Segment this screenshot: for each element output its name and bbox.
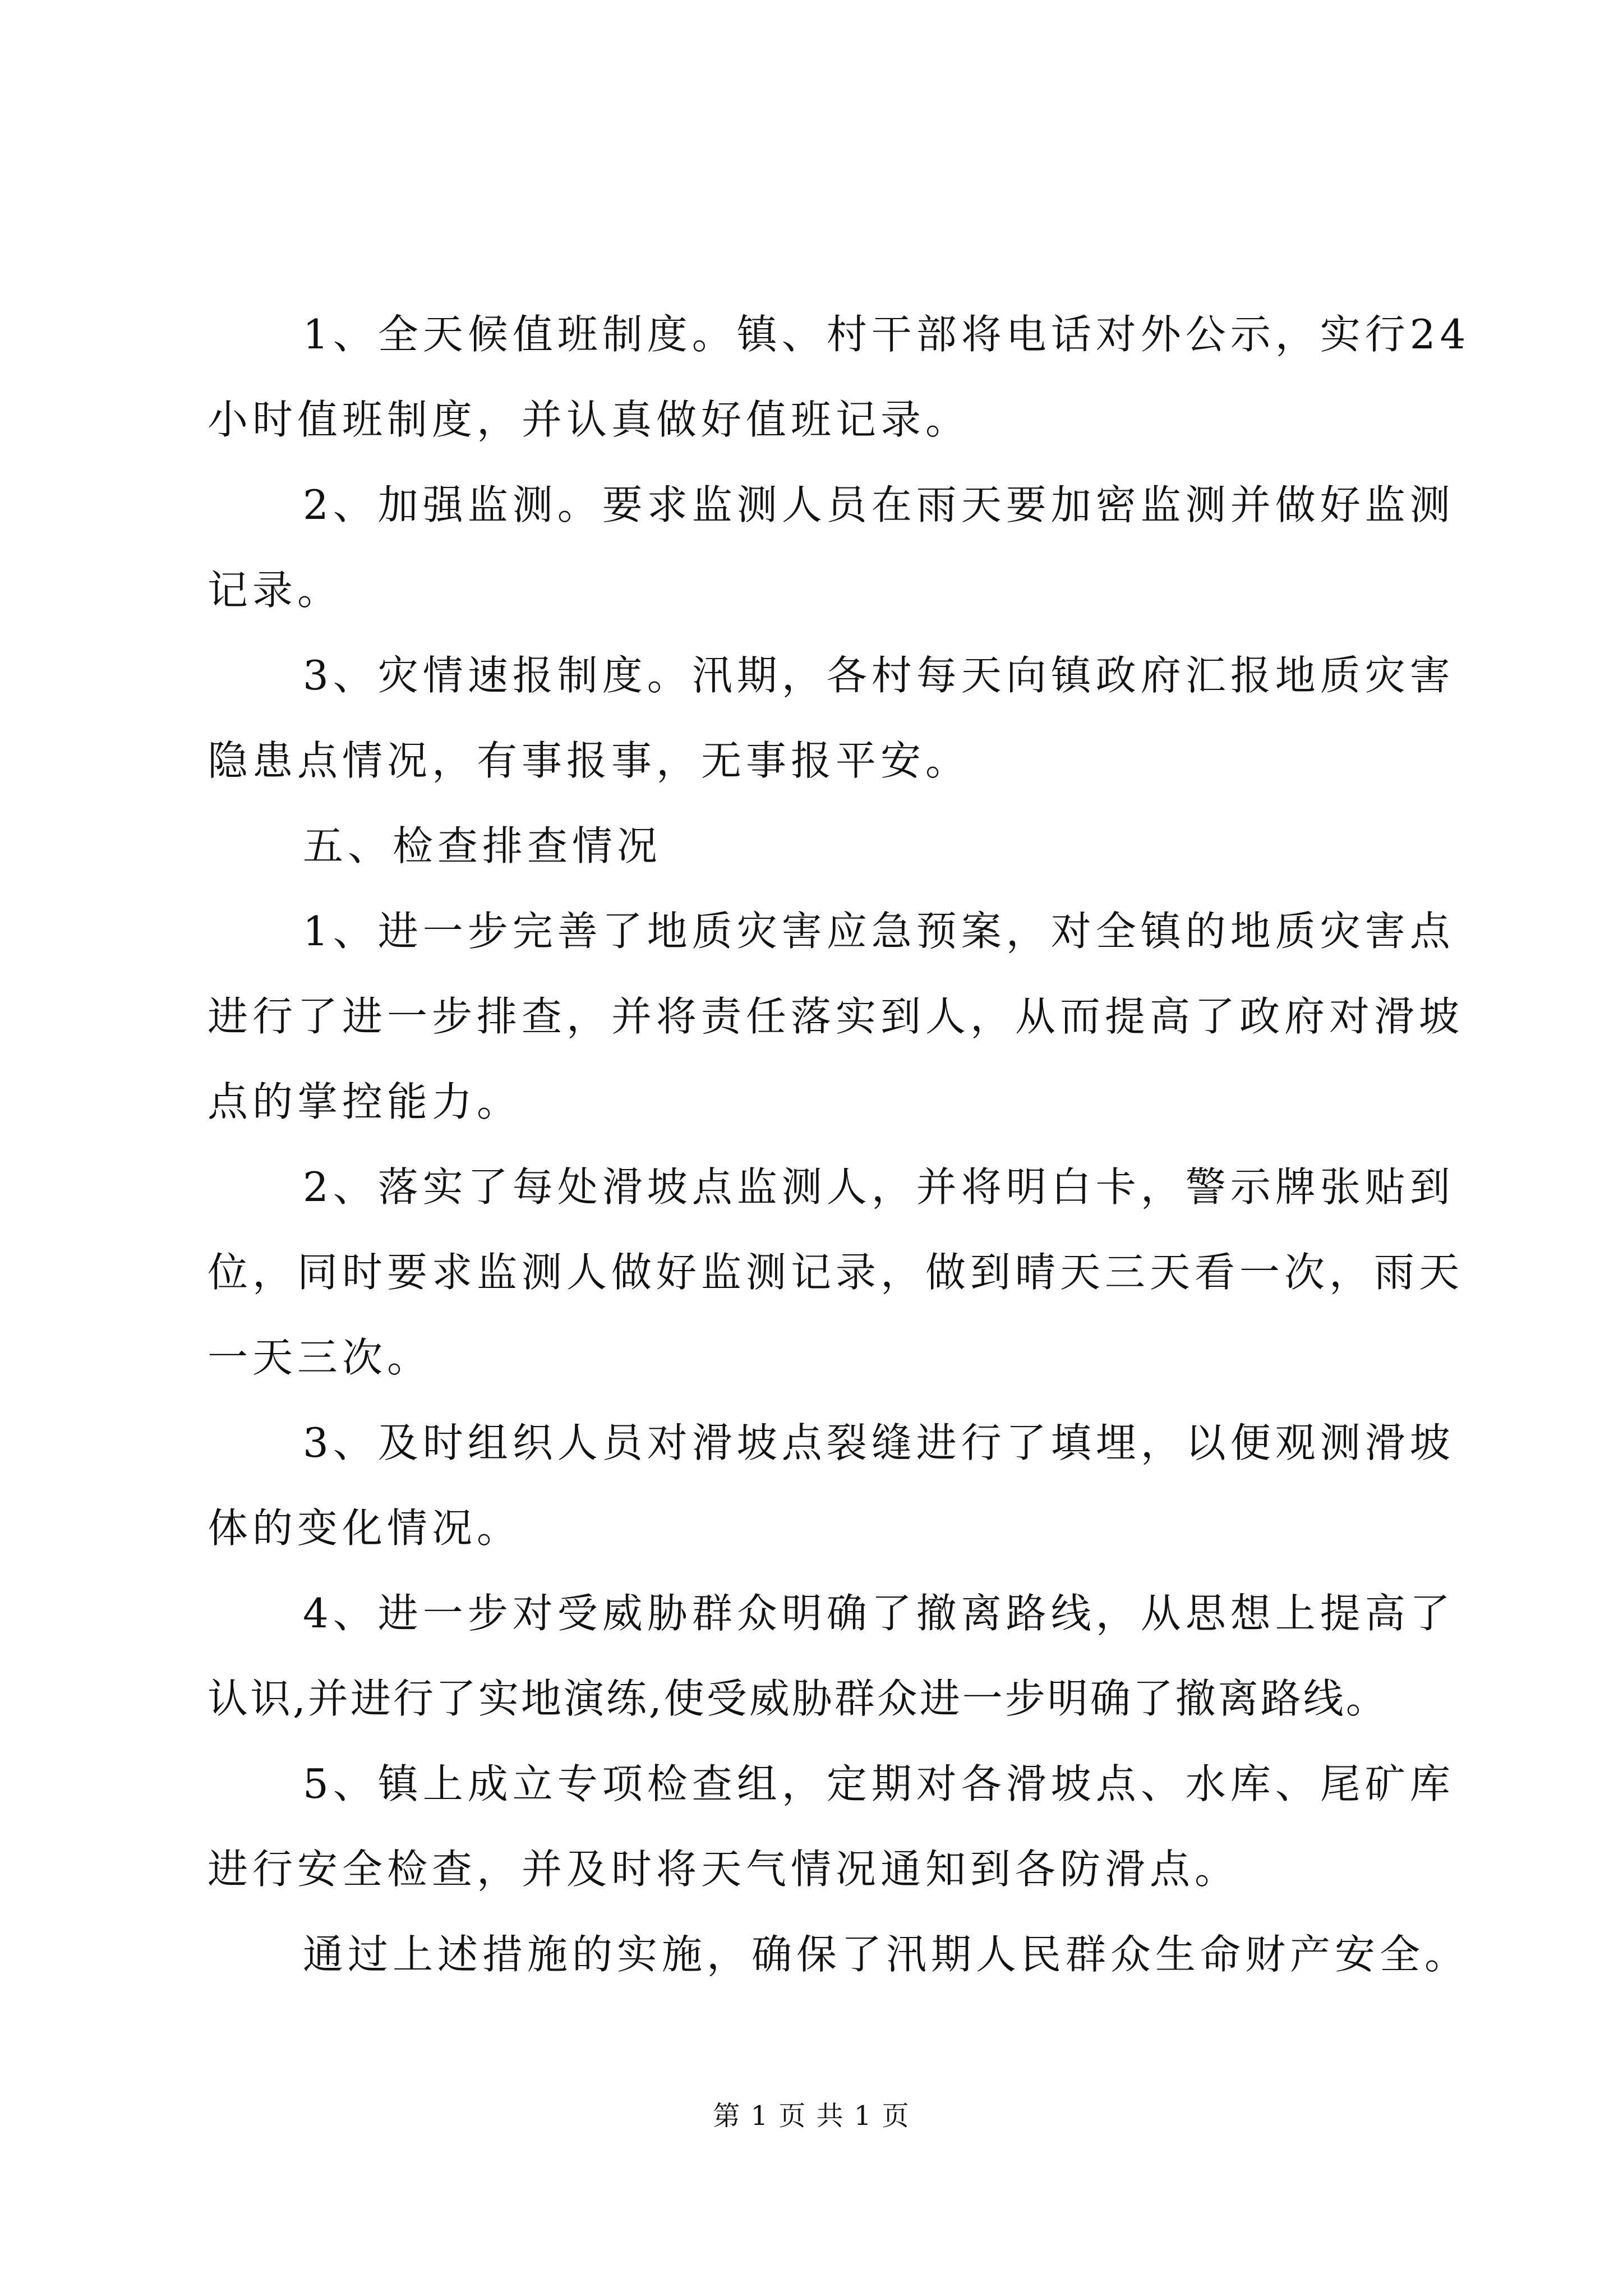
paragraph-7-line-1: 4、进一步对受威胁群众明确了撤离路线，从思想上提高了	[303, 1590, 1455, 1637]
paragraph-6-line-1: 3、及时组织人员对滑坡点裂缝进行了填埋，以便观测滑坡	[303, 1419, 1455, 1466]
section-heading: 五、检查排查情况	[303, 822, 662, 869]
paragraph-5-line-2: 位，同时要求监测人做好监测记录，做到晴天三天看一次，雨天	[208, 1249, 1464, 1296]
paragraph-3-line-1: 3、灾情速报制度。汛期，各村每天向镇政府汇报地质灾害	[303, 652, 1455, 699]
paragraph-4-line-3: 点的掌控能力。	[208, 1078, 522, 1125]
closing-paragraph: 通过上述措施的实施，确保了汛期人民群众生命财产安全。	[303, 1931, 1470, 1978]
paragraph-1-line-1: 1、全天候值班制度。镇、村干部将电话对外公示，实行24	[303, 311, 1470, 358]
paragraph-2-line-2: 记录。	[208, 567, 343, 614]
paragraph-2-line-1: 2、加强监测。要求监测人员在雨天要加密监测并做好监测	[303, 481, 1455, 528]
paragraph-5-line-1: 2、落实了每处滑坡点监测人，并将明白卡，警示牌张贴到	[303, 1163, 1455, 1211]
paragraph-6-line-2: 体的变化情况。	[208, 1504, 522, 1552]
paragraph-7-line-2: 认识,并进行了实地演练,使受威胁群众进一步明确了撤离路线。	[208, 1675, 1389, 1722]
paragraph-5-line-3: 一天三次。	[208, 1334, 432, 1381]
paragraph-3-line-2: 隐患点情况，有事报事，无事报平安。	[208, 737, 971, 784]
paragraph-8-line-2: 进行安全检查，并及时将天气情况通知到各防滑点。	[208, 1846, 1240, 1893]
paragraph-1-line-2: 小时值班制度，并认真做好值班记录。	[208, 396, 971, 443]
page-footer: 第 1 页 共 1 页	[713, 2100, 910, 2132]
paragraph-8-line-1: 5、镇上成立专项检查组，定期对各滑坡点、水库、尾矿库	[303, 1760, 1455, 1807]
paragraph-4-line-2: 进行了进一步排查，并将责任落实到人，从而提高了政府对滑坡	[208, 993, 1464, 1040]
paragraph-4-line-1: 1、进一步完善了地质灾害应急预案，对全镇的地质灾害点	[303, 908, 1455, 955]
